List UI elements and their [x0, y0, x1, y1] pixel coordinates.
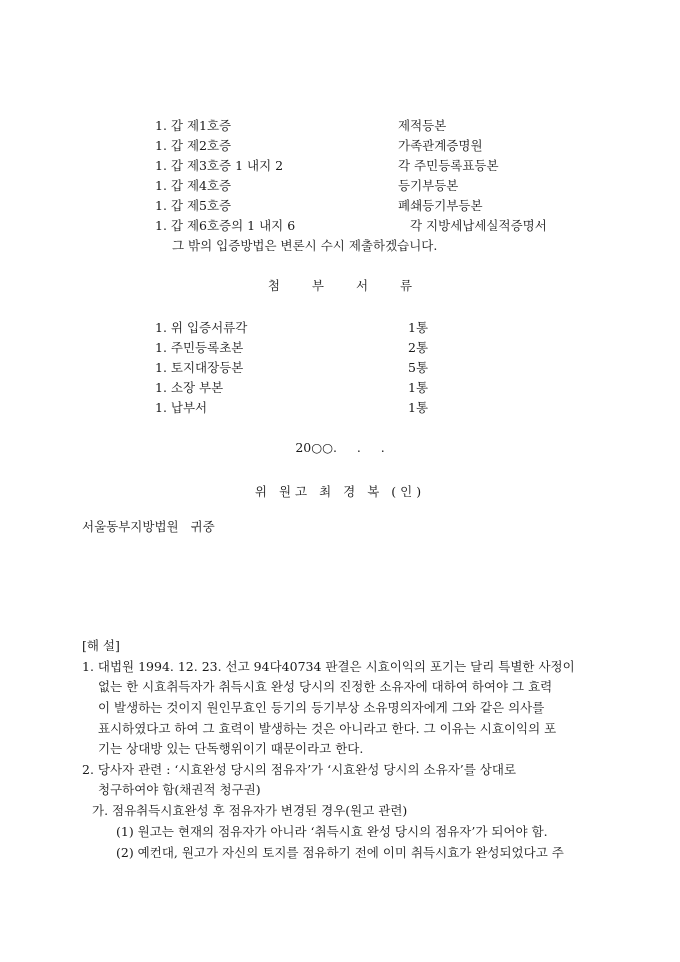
commentary-line: 1. 대법원 1994. 12. 23. 선고 94다40734 판결은 시효이익의 포기는 달리 특별한 사정이	[82, 659, 575, 674]
commentary-line: 2. 당사자 관련 : ‘시효완성 당시의 점유자’가 ‘시효완성 당시의 소유자’를 상대로	[82, 762, 517, 777]
evidence-desc: 가족관계증명원	[398, 138, 483, 153]
commentary-heading: [해 설]	[82, 638, 120, 653]
evidence-desc: 각 지방세납세실적증명서	[410, 218, 547, 233]
commentary-line: 기는 상대방 있는 단독행위이기 때문이라고 한다.	[98, 741, 364, 756]
attachment-label: 1. 납부서	[155, 400, 208, 415]
evidence-desc: 폐쇄등기부등본	[398, 198, 483, 213]
plaintiff-signature: 위 원고 최 경 복 (인)	[254, 484, 426, 499]
attachment-count: 5통	[408, 360, 429, 375]
attachment-count: 2통	[408, 340, 429, 355]
attachment-count: 1통	[408, 400, 429, 415]
attachment-item	[0, 398, 680, 418]
document-date: 20○○. . .	[295, 440, 385, 455]
evidence-item	[0, 196, 680, 216]
evidence-label: 1. 갑 제6호증의 1 내지 6	[155, 218, 296, 233]
commentary-line: 없는 한 시효취득자가 취득시효 완성 당시의 진정한 소유자에 대하여 하여야 그 효력	[98, 679, 553, 694]
evidence-label: 1. 갑 제4호증	[155, 178, 232, 193]
commentary-line: (1) 원고는 현재의 점유자가 아니라 ‘취득시효 완성 당시의 점유자’가 되어야 함.	[116, 824, 548, 839]
attachment-label: 1. 위 입증서류각	[155, 320, 248, 335]
attachment-item	[0, 318, 680, 338]
attachment-count: 1통	[408, 320, 429, 335]
evidence-note: 그 밖의 입증방법은 변론시 수시 제출하겠습니다.	[172, 238, 438, 253]
attachment-label: 1. 토지대장등본	[155, 360, 244, 375]
evidence-label: 1. 갑 제3호증 1 내지 2	[155, 158, 284, 173]
commentary-line: (2) 예컨대, 원고가 자신의 토지를 점유하기 전에 이미 취득시효가 완성되었다고 주	[116, 845, 564, 860]
commentary-line: 가. 점유취득시효완성 후 점유자가 변경된 경우(원고 관련)	[92, 803, 408, 818]
commentary-line: 이 발생하는 것이지 원인무효인 등기의 등기부상 소유명의자에게 그와 같은 의사를	[98, 700, 545, 715]
attachments-title: 첨 부 서 류	[267, 278, 427, 293]
attachment-item	[0, 378, 680, 398]
commentary-line: 표시하였다고 하여 그 효력이 발생하는 것은 아니라고 한다. 그 이유는 시효이익의 포	[98, 721, 557, 736]
evidence-item	[0, 216, 680, 236]
court-addressee: 서울동부지방법원 귀중	[82, 519, 215, 534]
evidence-desc: 등기부등본	[398, 178, 459, 193]
evidence-desc: 제적등본	[398, 118, 447, 133]
evidence-label: 1. 갑 제2호증	[155, 138, 232, 153]
evidence-item	[0, 116, 680, 136]
attachment-count: 1통	[408, 380, 429, 395]
evidence-label: 1. 갑 제5호증	[155, 198, 232, 213]
evidence-label: 1. 갑 제1호증	[155, 118, 232, 133]
evidence-item	[0, 156, 680, 176]
attachment-label: 1. 주민등록초본	[155, 340, 244, 355]
attachment-item	[0, 358, 680, 378]
commentary-line: 청구하여야 함(채권적 청구권)	[98, 782, 261, 797]
evidence-desc: 각 주민등록표등본	[398, 158, 499, 173]
evidence-item	[0, 176, 680, 196]
attachment-label: 1. 소장 부본	[155, 380, 224, 395]
attachment-item	[0, 338, 680, 358]
evidence-item	[0, 136, 680, 156]
